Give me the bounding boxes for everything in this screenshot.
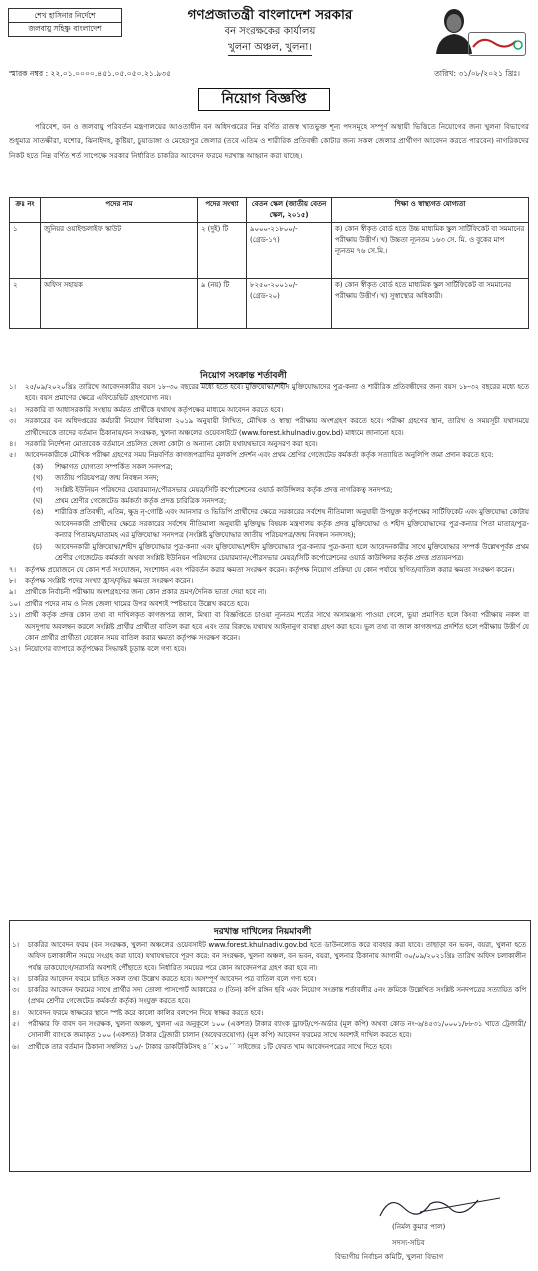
item-number: ৬।	[12, 1042, 19, 1051]
item-text: পরীক্ষার ফি বাবদ বন সংরক্ষক, খুলনা অঞ্চল, খুলনা এর অনুকূলে ১০০ (একশত) টাকার ব্যাংক ড্রাফট/পে-অর্ডার (মূল কপি) অথবা কোড নং-৬/৪৫৩১/০০০১/৮৮৩১ খাতে ট্রেজারী/সোনালী ব্যাংকে জমাকৃত ১০০ (একশত) টাকার ট্রেজারী চালান (অফেরতযোগ্য) (মূল কপি) আবেদন ফরমের সাথে অবশ্যই দাখিল করতে হবে।	[28, 1020, 526, 1040]
item-number: (ঘ)	[33, 497, 43, 506]
handwritten-signature	[360, 1190, 530, 1222]
col-post-name: পদের নাম	[41, 198, 198, 223]
slogan-line-1: শেখ হাসিনার নির্দেশে	[34, 11, 96, 20]
term-item	[9, 507, 529, 541]
office-location: খুলনা অঞ্চল, খুলনা।	[228, 40, 312, 56]
item-number: ৩।	[9, 417, 16, 426]
signatory-name: (নির্মল কুমার পাল)	[392, 1222, 446, 1231]
rule-item	[12, 1008, 526, 1019]
signatory-committee: বিভাগীয় নির্বাচন কমিটি, খুলনা বিভাগ	[335, 1252, 444, 1261]
item-text: প্রথম শ্রেণীর গেজেটেড কর্মকর্তা কর্তৃক প্রদত্ত চারিত্রিক সনদপত্র;	[55, 497, 227, 506]
term-item	[9, 462, 529, 473]
item-text: চাকরির আবেদন ফরমে চাহিত সকল তথ্য উল্লেখ করতে হবে। অসম্পূর্ণ আবেদন পত্র বাতিল বলে গণ্য হবে।	[28, 974, 317, 983]
row-post-name: অফিস সহায়ক	[41, 279, 198, 329]
item-text: কর্তৃপক্ষ সংশ্লিষ্ট পদের সংখ্যা হ্রাস/বৃদ্ধির ক্ষমতা সংরক্ষণ করেন।	[25, 576, 194, 585]
item-text: কর্তৃপক্ষ প্রয়োজনে যে কোন শর্ত সংযোজন, সংশোধন এবং পরিবর্তন করার ক্ষমতা সংরক্ষণ করেন। কর্তৃপক্ষ নিয়োগ প্রক্রিয়া যে কোন পর্যায়ে স্থগিত/বাতিল করার ক্ষমতা সংরক্ষণ করেন।	[25, 565, 515, 574]
row-serial: ২	[10, 279, 41, 329]
term-item	[9, 496, 529, 507]
item-number: (ক)	[33, 462, 44, 471]
item-number: ১।	[9, 383, 16, 391]
item-text: প্রার্থীর পদের নাম ও নিজ জেলা খামের উপর অবশ্যই স্পষ্টভাবে উল্লেখ করতে হবে।	[25, 599, 250, 608]
rule-item	[12, 1042, 526, 1053]
item-text: আবেদন ফরমে স্বাক্ষরের স্থানে স্পষ্ট করে কালো কালির বলপেন দিয়ে স্বাক্ষর করতে হবে।	[28, 1008, 264, 1017]
col-qualification: শিক্ষা ও স্বাস্থ্যগত যোগ্যতা	[332, 198, 529, 223]
table-header-row	[10, 198, 529, 223]
item-text: চাকরির আবেদন ফরমের সাথে প্রার্থীর সদ্য তোলা পাসপোর্ট আকারের ৩ (তিন) কপি রঙ্গিন ছবি এবং নিয়োগ সংক্রান্ত শর্তাবলীর ৫নং ক্রমিকে উল্লেখিত সংশ্লিষ্ট সনদপত্রের সত্যায়িত কপি (প্রথম শ্রেণীর গেজেটেড কর্মকর্তা কর্তৃক) সংযুক্ত করতে হবে।	[28, 986, 526, 1006]
rule-item	[12, 940, 526, 974]
term-item	[9, 405, 529, 416]
office-name: বন সংরক্ষকের কার্যালয়	[224, 26, 316, 37]
memo-number: স্মারক নম্বর : ২২.০১.০০০০.৪৫১.০৫.০৫০.২১.৯৩৫	[9, 69, 172, 78]
col-serial: ক্রঃ নং	[10, 198, 41, 223]
item-number: ৪।	[9, 440, 16, 449]
rule-item	[12, 985, 526, 1008]
term-item	[9, 416, 529, 439]
posts-table	[9, 197, 529, 329]
row-pay-scale: ৯০০০-২১৮০০/- (গ্রেড-১৭)	[247, 223, 332, 279]
memo-date: তারিখ: ৩১/০৮/২০২১ খ্রিঃ।	[434, 69, 520, 78]
table-row	[10, 279, 529, 329]
terms-list	[9, 382, 529, 656]
term-item	[9, 450, 529, 461]
term-item	[9, 542, 529, 565]
item-number: ৮।	[9, 576, 16, 585]
row-pay-scale: ৮২৫০-২০০১০/- (গ্রেড-২০)	[247, 279, 332, 329]
item-number: (গ)	[33, 485, 43, 494]
row-serial: ১	[10, 223, 41, 279]
term-item	[9, 576, 529, 587]
item-text: আবেদনকারীকে মৌখিক পরীক্ষা গ্রহণের সময় নিম্নবর্ণিত কাগজপত্রাদির মূলকপি প্রদর্শন এবং প্রথম শ্রেণির গেজেটেড কর্মকর্তা কর্তৃক সত্যায়িত অনুলিপি জমা প্রদান করতে হবে:	[25, 451, 494, 460]
centenary-logo-icon	[470, 33, 524, 53]
notice-title: নিয়োগ বিজ্ঞপ্তি	[198, 88, 330, 111]
slogan-box	[8, 8, 122, 37]
intro-paragraph: পরিবেশ, বন ও জলবায়ু পরিবর্তন মন্ত্রণালয়ের আওতাধীন বন অধিদপ্তরের নিম্ন বর্ণিত রাজস্ব খাতভুক্ত শূন্য পদসমূহে সম্পূর্ণ অস্থায়ী ভিত্তিতে নিয়োগের জন্য খুলনা বিভাগের শুধুমাত্র সাতক্ষীরা, যশোর, ঝিনাইদহ, কুষ্টিয়া, চুয়াডাঙ্গা ও মেহেরপুর জেলার (তবে এতিম ও শারীরিক প্রতিবন্ধী কোটার জন্য সকল জেলার প্রার্থীগণ আবেদন করতে পারবেন) নাগরিকদের নিকট হতে নিম্ন বর্ণিত শর্ত সাপেক্ষে সরকার নির্ধারিত চাকরির আবেদন ফরমে দরখাস্ত আহ্বান করা যাচ্ছে।	[9, 122, 529, 160]
term-item	[9, 473, 529, 484]
centenary-logo	[468, 32, 526, 56]
item-text: সরকারের বন অধিদপ্তরের কর্মচারী নিয়োগ বিধিমালা ২০১৯ অনুযায়ী লিখিত, মৌখিক ও স্বাস্থ্য পরীক্ষায় অংশগ্রহণ করতে হবে। পরীক্ষা গ্রহণের স্থান, তারিখ ও সময়সূচী যথাসময়ে প্রার্থীদেরকে তাদের বর্তমান ঠিকানায়/বন সংরক্ষক, খুলনা অঞ্চলের ওয়েবসাইটে (www.forest.khulnadiv.gov.bd) মাধ্যমে জানানো হবে।	[25, 417, 529, 437]
item-text: প্রার্থী কর্তৃক প্রদত্ত কোন তথ্য বা দাখিলকৃত কাগজপত্র জাল, মিথ্যা বা বিজ্ঞপ্তিতে চাওয়া ন্যূনতম শর্তের সাথে অসামঞ্জস্য পাওয়া গেলে, ভুয়া প্রমাণিত হলে কিংবা পরীক্ষায় নকল বা অসদুপায় অবলম্বন করলে সংশ্লিষ্ট প্রার্থীর প্রার্থীতা বাতিল করা হবে এবং তার বিরুদ্ধে যথাযথ আইনানুগ ব্যবস্থা গ্রহণ করা হবে। ভুল তথ্য বা জাল কাগজপত্র প্রদর্শিত হলে পরীক্ষায় উত্তীর্ণ যে কোন প্রার্থীর প্রার্থীতা যেকোন সময় বাতিল করার ক্ষমতা কর্তৃপক্ষ সংরক্ষণ করেন।	[25, 611, 529, 642]
item-number: (খ)	[33, 474, 43, 483]
col-pay-scale: বেতন স্কেল (জাতীয় বেতন স্কেল, ২০১৫)	[247, 198, 332, 223]
row-post-name: জুনিয়র ওয়াইল্ডলাইফ স্কাউট	[41, 223, 198, 279]
item-number: ৫।	[12, 1020, 19, 1029]
item-number: ৯।	[9, 588, 16, 597]
government-name: গণপ্রজাতন্ত্রী বাংলাদেশ সরকার	[187, 7, 353, 23]
term-item	[9, 587, 529, 598]
item-number: ৭।	[9, 565, 16, 574]
item-text: জাতীয় পরিচয়পত্র/ জন্ম নিবন্ধন সনদ;	[55, 474, 159, 483]
letterhead	[140, 6, 400, 56]
term-item	[9, 610, 529, 644]
row-post-count: ২ (দুই) টি	[198, 223, 247, 279]
item-number: ৫।	[9, 451, 16, 460]
item-text: প্রার্থীকে নির্বাচনী পরীক্ষায় অংশগ্রহণের জন্য কোন প্রকার ভ্রমণ/দৈনিক ভাতা দেয়া হবে না।	[25, 588, 267, 597]
term-item	[9, 644, 529, 655]
row-qualification: ক) কোন স্বীকৃত বোর্ড হতে উচ্চ মাধ্যমিক স্কুল সার্টিফিকেট বা সমমানের পরীক্ষায় উত্তীর্ণ। খ) উচ্চতা ন্যূনতম ১৬৩ সে. মি. ও বুকের মাপ ন্যূনতম ৭৬ সে.মি.।	[332, 223, 529, 279]
item-number: ৪।	[12, 1008, 19, 1017]
term-item	[9, 599, 529, 610]
item-number: ১।	[12, 941, 19, 949]
term-item	[9, 485, 529, 496]
signatory-position: সদস্য-সচিব	[392, 1238, 425, 1247]
item-text: সরকারি বা আধাসরকারি সংস্থায় কর্মরত প্রার্থীকে যথাযথ কর্তৃপক্ষের মাধ্যমে আবেদন করতে হবে।	[25, 405, 284, 414]
item-text: শারীরিক প্রতিবন্ধী, এতিম, ক্ষুদ্র নৃ-গোষ্ঠি এবং আনসার ও ভিডিপি প্রার্থীদের ক্ষেত্রে সরকারের সর্বশেষ নীতিমালা অনুযায়ী উপযুক্ত কর্তৃপক্ষের সার্টিফিকেট এবং মুক্তিযোদ্ধা কোটায় আবেদনকারী প্রার্থীদের ক্ষেত্রে সরকারের সর্বশেষ নীতিমালা অনুযায়ী মুক্তিযুদ্ধ বিষয়ক মন্ত্রণালয় কর্তৃক প্রদত্ত মুক্তিযোদ্ধা ও শহীদ মুক্তিযোদ্ধাদের পুত্র-কন্যার পিতা মাতার/পুত্র-কন্যার পিতামহ/মাতামহ এর মুক্তিযোদ্ধা সনদপত্র (সংশ্লিষ্ট মুক্তিযোদ্ধার জাতীয় পরিচয়পত্র/জন্ম নিবন্ধন সনদসহ);	[55, 508, 529, 540]
term-item	[9, 382, 529, 405]
item-number: ১০।	[9, 599, 21, 608]
item-text: আবেদনকারী মুক্তিযোদ্ধা/শহীদ মুক্তিযোদ্ধার পুত্র-কন্যা এবং মুক্তিযোদ্ধা/শহীদ মুক্তিযোদ্ধার পুত্র-কন্যার পুত্র-কন্যা হলে আবেদনকারীর সাথে মুক্তিযোদ্ধার সম্পর্ক উল্লেখপূর্বক প্রথম শ্রেণীর গেজেটেড কর্মকর্তা অথবা সংশ্লিষ্ট ইউনিয়ন পরিষদের চেয়ারম্যান/পৌরসভার মেয়র/সিটি কর্পোরেশনের ওয়ার্ড কাউন্সিলর কর্তৃক প্রদত্ত প্রত্যয়নপত্র।	[55, 542, 529, 563]
item-text: শিক্ষাগত যোগ্যতা সম্পর্কিত সকল সনদপত্র;	[55, 462, 173, 471]
item-text: সরকারি নির্দেশনা মোতাবেক বর্তমানে প্রচলিত জেলা কোটা ও অন্যান্য কোটা যথাযথভাবে অনুসরণ করা হবে।	[25, 440, 318, 449]
item-text: চাকরির আবেদন ফরম (বন সংরক্ষক, খুলনা অঞ্চলের ওয়েবসাইট www.forest.khulnadiv.gov.bd হতে ডাউনলোড করে ব্যবহার করা যাবে। তাছাড়া বন ভবন, বয়রা, খুলনা হতে অফিস চলাকালীন সময়ে সংগ্রহ করা যাবে) যথাযথভাবে পূরণ করে: বন সংরক্ষক, খুলনা অঞ্চল, বন ভবন, বয়রা, খুলনার ঠিকানায় আগামী ৩০/০৯/২০২১খ্রিঃ তারিখ অফিস চলাকালীন পর্যন্ত ডাকযোগে/সরাসরি অবশ্যই পৌঁছাতে হবে। নির্ধারিত সময়ের পরে কোন আবেদনপত্র গ্রহণ করা হবে না।	[28, 941, 526, 972]
row-qualification: ক) কোন স্বীকৃত বোর্ড হতে মাধ্যমিক স্কুল সার্টিফিকেট বা সমমানের পরীক্ষায় উত্তীর্ণ। খ) সুস্বাস্থ্যের অধিকারী।	[332, 279, 529, 329]
term-item	[9, 439, 529, 450]
table-row	[10, 223, 529, 279]
rule-item	[12, 974, 526, 985]
item-number: (ঙ)	[33, 508, 44, 517]
item-text: নিয়োগের ব্যাপারে কর্তৃপক্ষের সিদ্ধান্তই চূড়ান্ত বলে গণ্য হবে।	[25, 645, 187, 654]
rules-heading: দরখাস্ত দাখিলের নিয়মাবলী	[214, 924, 311, 940]
item-text: সংশ্লিষ্ট ইউনিয়ন পরিষদের চেয়ারম্যান/পৌরসভার মেয়র/সিটি কর্পোরেশনের ওয়ার্ড কাউন্সিলর কর্তৃক প্রদত্ত নাগরিকত্ব সনদপত্র;	[55, 485, 393, 494]
col-post-count: পদের সংখ্যা	[198, 198, 247, 223]
item-text: প্রার্থীকে তার বর্তমান ঠিকানা সম্বলিত ১০/- টাকার ডাকটিকিটসহ ৪´´×১০´´ সাইজের ১টি ফেরত খাম আবেদনপত্রের সাথে দিতে হবে।	[28, 1042, 392, 1051]
item-text: ২৫/০৯/২০২০খ্রিঃ তারিখে আবেদনকারীর বয়স ১৮-৩০ বছরের মধ্যে হতে হবে। মুক্তিযোদ্ধা/শহীদ মুক্তিযোদ্ধাদের পুত্র-কন্যা ও শারীরিক প্রতিবন্ধীদের জন্য বয়স ১৮-৩২ বছরের মধ্যে হতে হবে। বয়স প্রমাণের ক্ষেত্রে এফিডেভিট গ্রহণযোগ্য নয়।	[25, 383, 529, 403]
item-number: ৩।	[12, 986, 19, 995]
terms-heading: নিয়োগ সংক্রান্ত শর্তাবলী	[200, 368, 287, 384]
rules-list	[12, 940, 526, 1053]
rule-item	[12, 1019, 526, 1042]
row-post-count: ৯ (নয়) টি	[198, 279, 247, 329]
item-number: ২।	[9, 405, 16, 414]
term-item	[9, 565, 529, 576]
item-number: ১১।	[9, 611, 21, 620]
item-number: ১২।	[9, 645, 21, 654]
slogan-line-2: জলবায়ু সহিষ্ণু বাংলাদেশ	[9, 22, 121, 35]
item-number: (চ)	[33, 542, 43, 551]
item-number: ২।	[12, 974, 19, 983]
